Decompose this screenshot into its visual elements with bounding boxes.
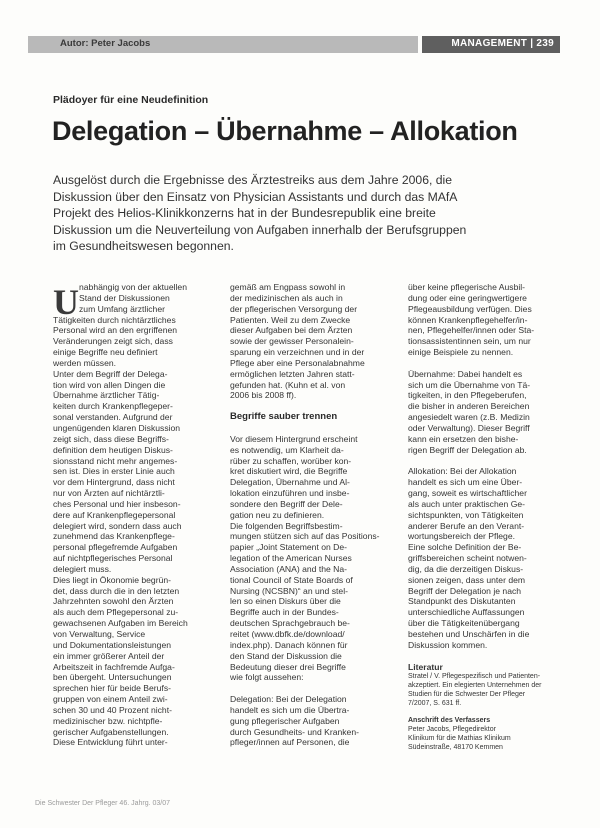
author-address-line: Klinikum für die Mathias Klinikum [408,735,511,743]
body-line: sonal verstanden. Aufgrund der [53,412,173,423]
body-line: Bedeutung dieser drei Begriffe [230,661,346,672]
body-line: gefunden hat. (Kuhn et al. von [230,379,346,390]
body-line: rüber zu schaffen, worüber kon- [230,455,352,466]
body-line: dig, da die derzeitigen Diskus- [408,563,524,574]
body-line: Association (ANA) and the Na- [230,563,348,574]
lead-line: Diskussion um die Neuverteilung von Aufgaben innerhalb der Berufsgruppen [53,222,467,237]
body-line: sowie der gewisser Personalein- [230,336,354,347]
drop-cap: U [53,282,79,322]
section-bar [422,36,560,53]
body-line: Pflegeausbildung verfügen. Dies [408,303,532,314]
body-line: Patienten. Weil zu dem Zwecke [230,314,351,325]
body-line: det, dass durch die in den letzten [53,585,180,596]
body-line: ches Personal und hier insbeson- [53,498,181,509]
body-line: Nursing (NCSBN)“ an und stel- [230,585,348,596]
body-line: reitet (www.dbfk.de/download/ [230,629,345,639]
column-3 [408,282,563,752]
body-line: handelt es sich um die Übertra- [230,704,350,715]
body-line: Pflege aber eine Personalabnahme [230,357,365,368]
body-line: ermöglichen letzten Jahren statt- [230,368,355,379]
body-line: sondere den Begriff der Dele- [230,498,343,509]
paragraph-gap [408,358,563,369]
body-line: sparung ein verzeichnen und in der [230,347,365,358]
body-line: ein immer größerer Anteil der [53,650,165,661]
author-label: Autor: Peter Jacobs [60,38,151,49]
literature-heading: Literatur [408,661,443,672]
body-line: nabhängig von der aktuellen [79,282,187,292]
body-line: durch Gesundheits- und Kranken- [230,726,359,737]
body-line: Unter dem Begriff der Delega- [53,368,168,379]
kicker: Plädoyer für eine Neudefinition [53,94,209,106]
body-line: über keine pflegerische Ausbil- [408,282,526,292]
body-line: Personal wird an den ergriffenen [53,325,178,336]
body-line: bestehen und Unschärfen in die [408,629,530,639]
body-line: Delegation, Übernahme und Al- [230,477,350,488]
body-line: pfleger/innen auf Personen, die [230,737,350,748]
body-line: Übernahme: Dabei handelt es [408,368,523,379]
body-line: delegiert wird, sondern dass auch [53,520,182,531]
body-line: gemäß am Engpass sowohl in [230,282,346,292]
lead-line: Diskussion über den Einsatz von Physician Assistants und durch das MAfA [53,189,458,204]
body-line: der pflegerischen Versorgung der [230,303,358,314]
body-line: nur von Ärzten auf nichtärztli- [53,488,165,499]
body-line: unterschiedliche Auffassungen [408,607,525,618]
body-line: rigen Begriff der Delegation ab. [408,444,527,455]
body-line: Delegation: Bei der Delegation [230,694,347,705]
body-line: angesiedelt waren (z.B. Medizin [408,412,530,423]
section-subheading: Begriffe sauber trennen [230,412,338,423]
body-line: Diese Entwicklung führt unter- [53,737,168,748]
page-footer: Die Schwester Der Pfleger 46. Jahrg. 03/07 [35,800,171,807]
body-line: dung oder eine geringwertigere [408,292,527,303]
body-line: kret diskutiert wird, die Begriffe [230,466,348,477]
body-line: ungenügenden klaren Diskussion [53,422,181,433]
body-line: auf nichtpflegerisches Personal [53,553,173,564]
author-address-heading: Anschrift des Verfassers [408,717,491,725]
body-line: personal pflegefremde Aufgaben [53,542,178,553]
body-line: gang, soweit es wirtschaftlicher [408,488,527,499]
body-line: Standpunkt des Diskutanten [408,596,516,607]
body-line: wie folgt aussehen: [230,672,304,683]
body-line: werden müssen. [53,357,117,368]
body-line: gung pflegerischer Aufgaben [230,715,340,726]
body-line: sionsstand nicht mehr angemes- [53,455,178,466]
body-line: von Verwaltung, Service [53,629,146,639]
paragraph-gap [408,456,563,467]
body-line: Diskussion kommen. [408,639,488,650]
body-line: zunehmend das Krankenpflege- [53,531,175,542]
literature-line: 7/2007, S. 631 ff. [408,700,462,708]
literature-line: Studien für die Schwester Der Pfleger [408,691,526,699]
author-address-line: Peter Jacobs, Pflegedirektor [408,726,496,734]
body-line: medizinischer bzw. nichtpfle- [53,715,163,726]
body-line: sen ist. Dies in erster Linie auch [53,466,175,477]
body-line: tional Council of State Boards of [230,574,353,585]
body-line: vor dem Hintergrund, dass nicht [53,477,175,488]
body-line: Begriff der Delegation je nach [408,585,522,596]
body-line: den Stand der Diskussion die [230,650,342,661]
body-line: zum Umfang ärztlicher [79,303,165,314]
body-line: einige Beispiele zu nennen. [408,347,514,358]
body-line: tionsassistentinnen sein, um nur [408,336,531,347]
body-line: Dies liegt in Ökonomie begrün- [53,574,171,585]
body-line: sichtspunkten, von Tätigkeiten [408,509,524,520]
body-line: griffsbereichen scheint notwen- [408,553,527,564]
body-line: Die folgenden Begriffsbestim- [230,520,343,531]
body-line: mungen stützen sich auf das Positions- [230,531,380,542]
body-line: lokation einzuführen und insbe- [230,488,350,499]
body-line: anderer Berufe an den Verant- [408,520,525,531]
literature-line: akzeptiert. Ein elegierten Unternehmen der [408,682,542,690]
body-line: ben übergeht. Untersuchungen [53,672,172,683]
body-line: sich um die Übernahme von Tä- [408,379,531,390]
literature-block [408,672,563,708]
body-line: die bisher in anderen Bereichen [408,401,530,412]
paragraph-gap [408,651,563,662]
body-line: als auch dem Pflegepersonal zu- [53,607,179,618]
body-line: gruppen von einem Anteil zwi- [53,694,168,705]
body-line: als auch unter praktischen Ge- [408,498,526,509]
body-line: Veränderungen zeigt sich, dass [53,336,173,347]
running-header [28,36,560,53]
body-line: sionen zeigen, dass unter dem [408,574,526,585]
lead-line: Projekt des Helios-Klinikkonzerns hat in der Bundesrepublik eine breite [53,206,436,221]
author-bar [28,36,418,53]
lead-line: Ausgelöst durch die Ergebnisse des Ärztestreiks aus dem Jahre 2006, die [53,173,453,187]
body-line: zeigt sich, dass diese Begriffs- [53,433,169,444]
body-line: dere auf Krankenpflegepersonal [53,509,176,520]
body-line: gerischer Aufgabenstellungen. [53,726,169,737]
body-line: gation neu zu definieren. [230,509,325,520]
body-line: index.php). Danach können für [230,639,348,650]
body-line: deutschen Sprachgebrauch be- [230,618,350,629]
body-line: handelt es sich um eine Über- [408,477,523,488]
body-line: schen 30 und 40 Prozent nicht- [53,704,172,715]
body-line: der medizinischen als auch in [230,292,343,303]
paragraph-gap [408,708,563,716]
column-2 [230,282,390,748]
body-line: oder Verwaltung). Dieser Begriff [408,422,530,433]
body-line: Jahrzehnten sowohl den Ärzten [53,596,174,607]
body-line: Begriffe auch in der Bundes- [230,607,339,618]
body-line: gewachsenen Aufgaben im Bereich [53,618,188,629]
body-line: Stand der Diskussionen [79,292,170,303]
body-line: nen, Pflegehelfer/innen oder Sta- [408,325,535,336]
body-line: Eine solche Definition der Be- [408,542,522,553]
body-line: Vor diesem Hintergrund erscheint [230,433,358,444]
section-label: MANAGEMENT | 239 [451,38,554,49]
body-line: es notwendig, um Klarheit da- [230,444,344,455]
literature-line: Stratel / V. Pflegespezifisch und Patienten- [408,673,541,681]
article-title: Delegation – Übernahme – Allokation [52,116,518,146]
lead-line: im Gesundheitswesen begonnen. [53,239,234,254]
author-address-line: Südeinstraße, 48170 Kemmen [408,744,503,752]
body-line: keiten durch Krankenpflegeper- [53,401,173,412]
body-line: definition dem heutigen Diskus- [53,444,173,455]
author-address-block [408,716,563,752]
paragraph-gap [230,423,390,434]
body-line: über die Tätigkeitenübergang [408,618,520,629]
body-line: len so einen Diskurs über die [230,596,341,607]
body-line: 2006 bis 2008 ff). [230,390,297,401]
body-line: sprechen hier für beide Berufs- [53,683,171,694]
body-line: dieser Aufgaben bei dem Ärzten [230,325,353,336]
body-line: tigkeiten, in den Pflegeberufen, [408,390,527,401]
column-1 [53,282,208,748]
body-line: delegiert muss. [53,563,112,574]
body-line: legation of the American Nurses [230,553,352,564]
body-line: wortungsbereich der Pflege. [408,531,516,542]
body-line: Tätigkeiten durch nichtärztliches [53,314,176,325]
body-line: können Krankenpflegehelfer/in- [408,314,528,325]
body-line: tion wird von allen Dingen die [53,379,166,390]
lead-paragraph [53,172,563,255]
body-line: papier „Joint Statement on De- [230,542,348,553]
body-line: kann ein ersetzen den bishe- [408,433,519,444]
body-line: Allokation: Bei der Allokation [408,466,517,477]
body-line: Übernahme ärztlicher Tätig- [53,390,160,401]
body-line: und Dokumentationsleistungen [53,639,172,650]
body-line: einige Begriffe neu definiert [53,347,158,358]
body-line: Arbeitszeit in fachfremde Aufga- [53,661,175,672]
paragraph-gap [230,401,390,412]
paragraph-gap [230,683,390,694]
